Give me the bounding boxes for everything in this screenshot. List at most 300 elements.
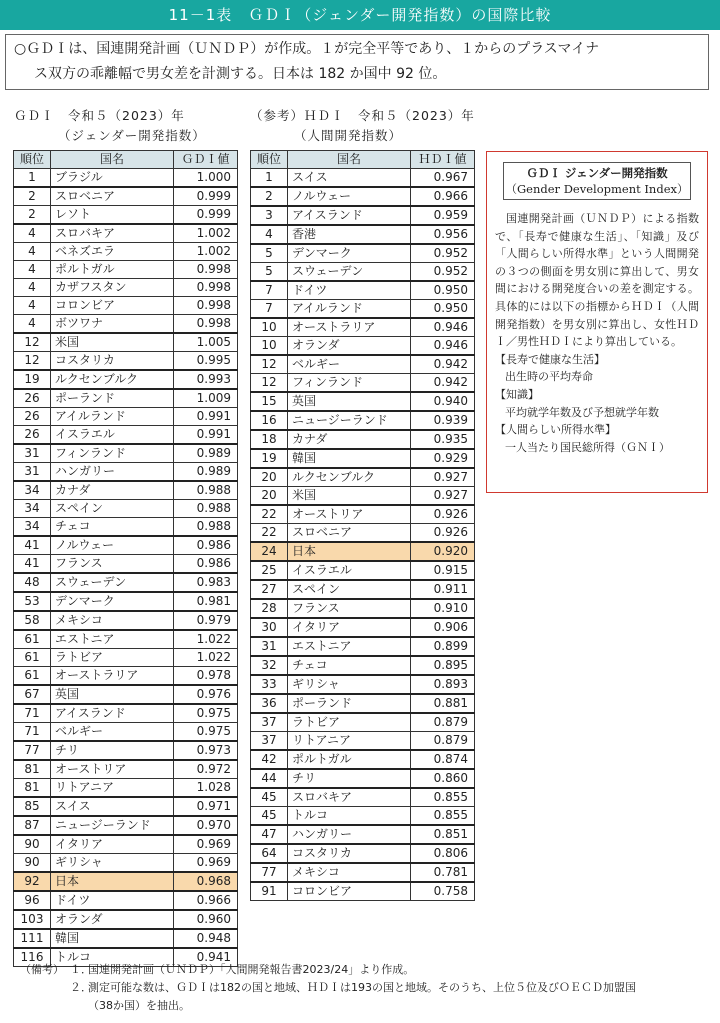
rank-cell: 90 — [14, 854, 51, 873]
country-cell: スウェーデン — [288, 263, 411, 282]
table-row — [14, 685, 238, 704]
country-cell: 韓国 — [51, 929, 174, 948]
value-cell: 0.940 — [411, 392, 475, 411]
value-cell: 0.855 — [411, 788, 475, 807]
table-row — [14, 426, 238, 445]
value-cell: 0.976 — [174, 685, 238, 704]
value-cell: 0.952 — [411, 263, 475, 282]
country-cell: 米国 — [288, 487, 411, 506]
value-cell: 0.874 — [411, 750, 475, 769]
definition-title-ja: ＧＤＩ ジェンダー開発指数 — [526, 166, 668, 180]
value-cell: 0.967 — [411, 169, 475, 188]
value-cell: 0.915 — [411, 561, 475, 580]
rank-cell: 64 — [251, 844, 288, 863]
country-cell: メキシコ — [51, 611, 174, 630]
value-cell: 0.935 — [411, 430, 475, 449]
notes-label: （備考） — [20, 963, 64, 976]
country-cell: フィンランド — [288, 374, 411, 393]
country-cell: ドイツ — [288, 281, 411, 300]
value-cell: 0.899 — [411, 637, 475, 656]
country-cell: ベネズエラ — [51, 243, 174, 261]
value-cell: 0.806 — [411, 844, 475, 863]
table-row — [251, 318, 475, 337]
table-row — [14, 444, 238, 463]
rank-cell: 4 — [14, 315, 51, 334]
country-cell: ハンガリー — [288, 825, 411, 844]
table-row — [14, 224, 238, 243]
rank-cell: 61 — [14, 649, 51, 667]
rank-cell: 42 — [251, 750, 288, 769]
country-cell: チェコ — [51, 518, 174, 537]
country-cell: イタリア — [288, 618, 411, 637]
table-row — [14, 835, 238, 854]
table-row — [251, 675, 475, 694]
table-row — [251, 430, 475, 449]
country-cell: イスラエル — [51, 426, 174, 445]
rank-cell: 26 — [14, 426, 51, 445]
rank-cell: 10 — [251, 337, 288, 356]
gdi-col-value: ＧＤＩ値 — [174, 151, 238, 169]
value-cell: 0.950 — [411, 281, 475, 300]
country-cell: リトアニア — [51, 779, 174, 798]
table-row — [251, 449, 475, 468]
country-cell: オーストリア — [51, 760, 174, 779]
rank-cell: 12 — [251, 355, 288, 374]
country-cell: コロンビア — [51, 297, 174, 315]
country-cell: コスタリカ — [288, 844, 411, 863]
country-cell: オランダ — [51, 910, 174, 929]
table-row — [251, 487, 475, 506]
country-cell: デンマーク — [51, 592, 174, 611]
rank-cell: 34 — [14, 518, 51, 537]
country-cell: オーストラリア — [288, 318, 411, 337]
item-label-knowledge: 【知識】 — [495, 387, 539, 401]
country-cell: オーストリア — [288, 505, 411, 524]
rank-cell: 31 — [14, 463, 51, 482]
table-row — [251, 561, 475, 580]
table-row — [14, 536, 238, 555]
rank-cell: 22 — [251, 524, 288, 543]
note-1-text: 国連開発計画（ＵＮＤＰ）「人間開発報告書2023/24」より作成。 — [88, 963, 415, 976]
value-cell: 0.999 — [174, 187, 238, 206]
value-cell: 1.002 — [174, 224, 238, 243]
rank-cell: 25 — [251, 561, 288, 580]
table-row — [14, 315, 238, 334]
rank-cell: 34 — [14, 500, 51, 518]
value-cell: 0.929 — [411, 449, 475, 468]
table-row — [251, 844, 475, 863]
table-row — [251, 882, 475, 901]
value-cell: 0.979 — [174, 611, 238, 630]
value-cell: 0.969 — [174, 854, 238, 873]
country-cell: 米国 — [51, 333, 174, 352]
country-cell: レソト — [51, 206, 174, 225]
gdi-col-rank: 順位 — [14, 151, 51, 169]
country-cell: ギリシャ — [288, 675, 411, 694]
rank-cell: 47 — [251, 825, 288, 844]
table-row — [14, 630, 238, 649]
table-row — [251, 637, 475, 656]
hdi-subheading: （人間開発指数） — [294, 128, 403, 143]
country-cell: アイルランド — [288, 300, 411, 319]
value-cell: 0.988 — [174, 518, 238, 537]
value-cell: 1.009 — [174, 389, 238, 408]
rank-cell: 26 — [14, 389, 51, 408]
country-cell: ベルギー — [51, 723, 174, 742]
hdi-col-rank: 順位 — [251, 151, 288, 169]
rank-cell: 85 — [14, 797, 51, 816]
country-cell: ハンガリー — [51, 463, 174, 482]
table-row — [251, 524, 475, 543]
table-row — [14, 500, 238, 518]
country-cell: スロベニア — [51, 187, 174, 206]
table-row — [14, 261, 238, 279]
table-row — [14, 206, 238, 225]
rank-cell: 45 — [251, 788, 288, 807]
table-row — [251, 656, 475, 675]
rank-cell: 116 — [14, 948, 51, 967]
country-cell: スペイン — [288, 580, 411, 599]
item-detail-income: 一人当たり国民総所得（ＧＮＩ） — [505, 440, 670, 454]
summary-line-2: ス双方の乖離幅で男女差を計測する。日本は 182 か国中 92 位。 — [34, 66, 447, 82]
table-row — [14, 910, 238, 929]
value-cell: 0.926 — [411, 524, 475, 543]
table-row — [14, 929, 238, 948]
gdi-heading: ＧＤＩ 令和５（2023）年 — [14, 108, 185, 123]
rank-cell: 2 — [251, 187, 288, 206]
table-row — [14, 352, 238, 371]
country-cell: スペイン — [51, 500, 174, 518]
table-row — [14, 481, 238, 500]
rank-cell: 16 — [251, 411, 288, 430]
country-cell: 日本 — [51, 872, 174, 891]
hdi-col-country: 国名 — [288, 151, 411, 169]
rank-cell: 71 — [14, 704, 51, 723]
table-row — [14, 389, 238, 408]
value-cell: 0.851 — [411, 825, 475, 844]
table-row — [14, 333, 238, 352]
rank-cell: 31 — [14, 444, 51, 463]
value-cell: 0.952 — [411, 244, 475, 263]
value-cell: 0.995 — [174, 352, 238, 371]
rank-cell: 19 — [251, 449, 288, 468]
country-cell: ボツワナ — [51, 315, 174, 334]
country-cell: コロンビア — [288, 882, 411, 901]
country-cell: スイス — [288, 169, 411, 188]
table-row — [14, 573, 238, 592]
rank-cell: 44 — [251, 769, 288, 788]
country-cell: ノルウェー — [51, 536, 174, 555]
value-cell: 0.758 — [411, 882, 475, 901]
rank-cell: 81 — [14, 779, 51, 798]
table-row — [14, 704, 238, 723]
country-cell: アイスランド — [288, 206, 411, 225]
table-row — [251, 750, 475, 769]
country-cell: 韓国 — [288, 449, 411, 468]
note-2-text-cont: （38か国）を抽出。 — [88, 999, 190, 1012]
value-cell: 1.022 — [174, 649, 238, 667]
table-row — [14, 611, 238, 630]
country-cell: カナダ — [51, 481, 174, 500]
table-row — [14, 518, 238, 537]
rank-cell: 31 — [251, 637, 288, 656]
table-row — [14, 370, 238, 389]
country-cell: メキシコ — [288, 863, 411, 882]
table-row — [14, 891, 238, 910]
rank-cell: 53 — [14, 592, 51, 611]
country-cell: オランダ — [288, 337, 411, 356]
value-cell: 0.986 — [174, 536, 238, 555]
table-row — [251, 807, 475, 826]
country-cell: チリ — [288, 769, 411, 788]
table-row — [251, 863, 475, 882]
rank-cell: 92 — [14, 872, 51, 891]
rank-cell: 24 — [251, 542, 288, 561]
country-cell: ルクセンブルク — [288, 468, 411, 487]
value-cell: 0.926 — [411, 505, 475, 524]
value-cell: 1.000 — [174, 169, 238, 188]
table-row — [14, 169, 238, 188]
table-row — [14, 797, 238, 816]
definition-body — [495, 210, 699, 456]
value-cell: 0.991 — [174, 408, 238, 426]
table-row — [251, 374, 475, 393]
value-cell: 0.942 — [411, 374, 475, 393]
country-cell: イスラエル — [288, 561, 411, 580]
table-row — [14, 279, 238, 297]
value-cell: 0.988 — [174, 500, 238, 518]
gdi-col-country: 国名 — [51, 151, 174, 169]
country-cell: カナダ — [288, 430, 411, 449]
value-cell: 0.941 — [174, 948, 238, 967]
country-cell: チェコ — [288, 656, 411, 675]
rank-cell: 4 — [14, 243, 51, 261]
table-row — [14, 187, 238, 206]
rank-cell: 15 — [251, 392, 288, 411]
value-cell: 0.960 — [174, 910, 238, 929]
table-row — [14, 297, 238, 315]
rank-cell: 67 — [14, 685, 51, 704]
country-cell: スウェーデン — [51, 573, 174, 592]
table-row — [251, 694, 475, 713]
table-row — [14, 854, 238, 873]
rank-cell: 22 — [251, 505, 288, 524]
value-cell: 1.022 — [174, 630, 238, 649]
table-row — [251, 618, 475, 637]
definition-title-en: （Gender Development Index） — [505, 182, 689, 196]
rank-cell: 37 — [251, 713, 288, 732]
table-row — [251, 244, 475, 263]
country-cell: コスタリカ — [51, 352, 174, 371]
table-row — [251, 713, 475, 732]
hdi-col-value: ＨＤＩ値 — [411, 151, 475, 169]
table-row — [251, 580, 475, 599]
rank-cell: 7 — [251, 281, 288, 300]
country-cell: ギリシャ — [51, 854, 174, 873]
value-cell: 0.998 — [174, 315, 238, 334]
value-cell: 0.970 — [174, 816, 238, 835]
country-cell: チリ — [51, 741, 174, 760]
item-detail-health: 出生時の平均寿命 — [505, 370, 593, 384]
value-cell: 1.028 — [174, 779, 238, 798]
rank-cell: 71 — [14, 723, 51, 742]
value-cell: 0.993 — [174, 370, 238, 389]
rank-cell: 41 — [14, 536, 51, 555]
rank-cell: 90 — [14, 835, 51, 854]
table-row — [251, 599, 475, 618]
rank-cell: 3 — [251, 206, 288, 225]
rank-cell: 4 — [14, 261, 51, 279]
table-row — [251, 392, 475, 411]
value-cell: 0.968 — [174, 872, 238, 891]
value-cell: 0.881 — [411, 694, 475, 713]
notes — [20, 961, 710, 1015]
rank-cell: 2 — [14, 187, 51, 206]
table-row — [251, 769, 475, 788]
rank-cell: 1 — [251, 169, 288, 188]
country-cell: ポルトガル — [288, 750, 411, 769]
rank-cell: 26 — [14, 408, 51, 426]
table-row — [14, 408, 238, 426]
rank-cell: 1 — [14, 169, 51, 188]
rank-cell: 58 — [14, 611, 51, 630]
value-cell: 1.002 — [174, 243, 238, 261]
note-2-number: ２． — [70, 981, 92, 994]
table-row — [14, 463, 238, 482]
value-cell: 0.966 — [174, 891, 238, 910]
country-cell: アイスランド — [51, 704, 174, 723]
value-cell: 0.781 — [411, 863, 475, 882]
country-cell: デンマーク — [288, 244, 411, 263]
table-row — [251, 281, 475, 300]
value-cell: 0.956 — [411, 225, 475, 244]
country-cell: フィンランド — [51, 444, 174, 463]
table-row — [14, 555, 238, 574]
country-cell: ベルギー — [288, 355, 411, 374]
rank-cell: 34 — [14, 481, 51, 500]
country-cell: トルコ — [288, 807, 411, 826]
value-cell: 0.966 — [411, 187, 475, 206]
rank-cell: 20 — [251, 468, 288, 487]
value-cell: 0.975 — [174, 723, 238, 742]
rank-cell: 12 — [14, 352, 51, 371]
country-cell: ニュージーランド — [51, 816, 174, 835]
hdi-header-row — [251, 151, 475, 169]
value-cell: 0.998 — [174, 279, 238, 297]
rank-cell: 45 — [251, 807, 288, 826]
note-2-text: 測定可能な数は、ＧＤＩは182の国と地域、ＨＤＩは193の国と地域。そのうち、上位５位及びＯＥＣＤ加盟国 — [88, 981, 636, 994]
rank-cell: 2 — [14, 206, 51, 225]
rank-cell: 37 — [251, 732, 288, 751]
value-cell: 0.939 — [411, 411, 475, 430]
gdi-table — [13, 150, 238, 967]
rank-cell: 12 — [14, 333, 51, 352]
table-row — [251, 468, 475, 487]
rank-cell: 91 — [251, 882, 288, 901]
rank-cell: 20 — [251, 487, 288, 506]
rank-cell: 61 — [14, 667, 51, 686]
country-cell: エストニア — [288, 637, 411, 656]
rank-cell: 18 — [251, 430, 288, 449]
rank-cell: 111 — [14, 929, 51, 948]
item-label-health: 【長寿で健康な生活】 — [495, 352, 605, 366]
value-cell: 0.895 — [411, 656, 475, 675]
country-cell: ポーランド — [288, 694, 411, 713]
table-row — [251, 411, 475, 430]
table-row — [251, 505, 475, 524]
table-row — [251, 788, 475, 807]
definition-title — [503, 162, 691, 200]
country-cell: リトアニア — [288, 732, 411, 751]
table-row — [14, 816, 238, 835]
country-cell: ルクセンブルク — [51, 370, 174, 389]
rank-cell: 7 — [251, 300, 288, 319]
table-row — [251, 169, 475, 188]
rank-cell: 4 — [14, 297, 51, 315]
rank-cell: 87 — [14, 816, 51, 835]
value-cell: 0.927 — [411, 487, 475, 506]
value-cell: 0.975 — [174, 704, 238, 723]
gdi-heading-block — [14, 106, 206, 146]
value-cell: 0.942 — [411, 355, 475, 374]
country-cell: カザフスタン — [51, 279, 174, 297]
rank-cell: 4 — [251, 225, 288, 244]
country-cell: ブラジル — [51, 169, 174, 188]
value-cell: 0.906 — [411, 618, 475, 637]
country-cell: トルコ — [51, 948, 174, 967]
item-detail-knowledge: 平均就学年数及び予想就学年数 — [505, 405, 659, 419]
rank-cell: 103 — [14, 910, 51, 929]
country-cell: ドイツ — [51, 891, 174, 910]
table-row — [251, 732, 475, 751]
gdi-subheading: （ジェンダー開発指数） — [58, 128, 206, 143]
value-cell: 0.855 — [411, 807, 475, 826]
value-cell: 0.989 — [174, 444, 238, 463]
definition-text: 国連開発計画（ＵＮＤＰ）による指数で、「長寿で健康な生活」、「知識」及び「人間らしい所得水準」という人間開発の３つの側面を男女別に算出して、男女間における開発度合いの差を測定する。具体的には以下の指標からＨＤＩ（人間開発指数）を男女別に算出し、女性ＨＤＩ／男性ＨＤＩにより算出している。 — [495, 212, 699, 349]
value-cell: 0.946 — [411, 337, 475, 356]
value-cell: 0.998 — [174, 297, 238, 315]
country-cell: 英国 — [288, 392, 411, 411]
value-cell: 0.946 — [411, 318, 475, 337]
gdi-header-row — [14, 151, 238, 169]
rank-cell: 77 — [251, 863, 288, 882]
rank-cell: 81 — [14, 760, 51, 779]
country-cell: アイルランド — [51, 408, 174, 426]
value-cell: 0.983 — [174, 573, 238, 592]
table-row — [14, 760, 238, 779]
value-cell: 0.978 — [174, 667, 238, 686]
rank-cell: 10 — [251, 318, 288, 337]
value-cell: 0.879 — [411, 732, 475, 751]
country-cell: ラトビア — [51, 649, 174, 667]
table-row — [14, 592, 238, 611]
hdi-heading-block — [250, 106, 475, 146]
rank-cell: 96 — [14, 891, 51, 910]
note-1-number: １． — [70, 963, 92, 976]
country-cell: ポーランド — [51, 389, 174, 408]
country-cell: エストニア — [51, 630, 174, 649]
value-cell: 0.969 — [174, 835, 238, 854]
rank-cell: 28 — [251, 599, 288, 618]
value-cell: 0.910 — [411, 599, 475, 618]
summary-line-1: ○ＧＤＩは、国連開発計画（ＵＮＤＰ）が作成。１が完全平等であり、１からのプラスマイナ — [14, 41, 600, 57]
table-row — [251, 542, 475, 561]
hdi-table — [250, 150, 475, 901]
country-cell: スイス — [51, 797, 174, 816]
value-cell: 0.950 — [411, 300, 475, 319]
rank-cell: 36 — [251, 694, 288, 713]
country-cell: スロバキア — [288, 788, 411, 807]
